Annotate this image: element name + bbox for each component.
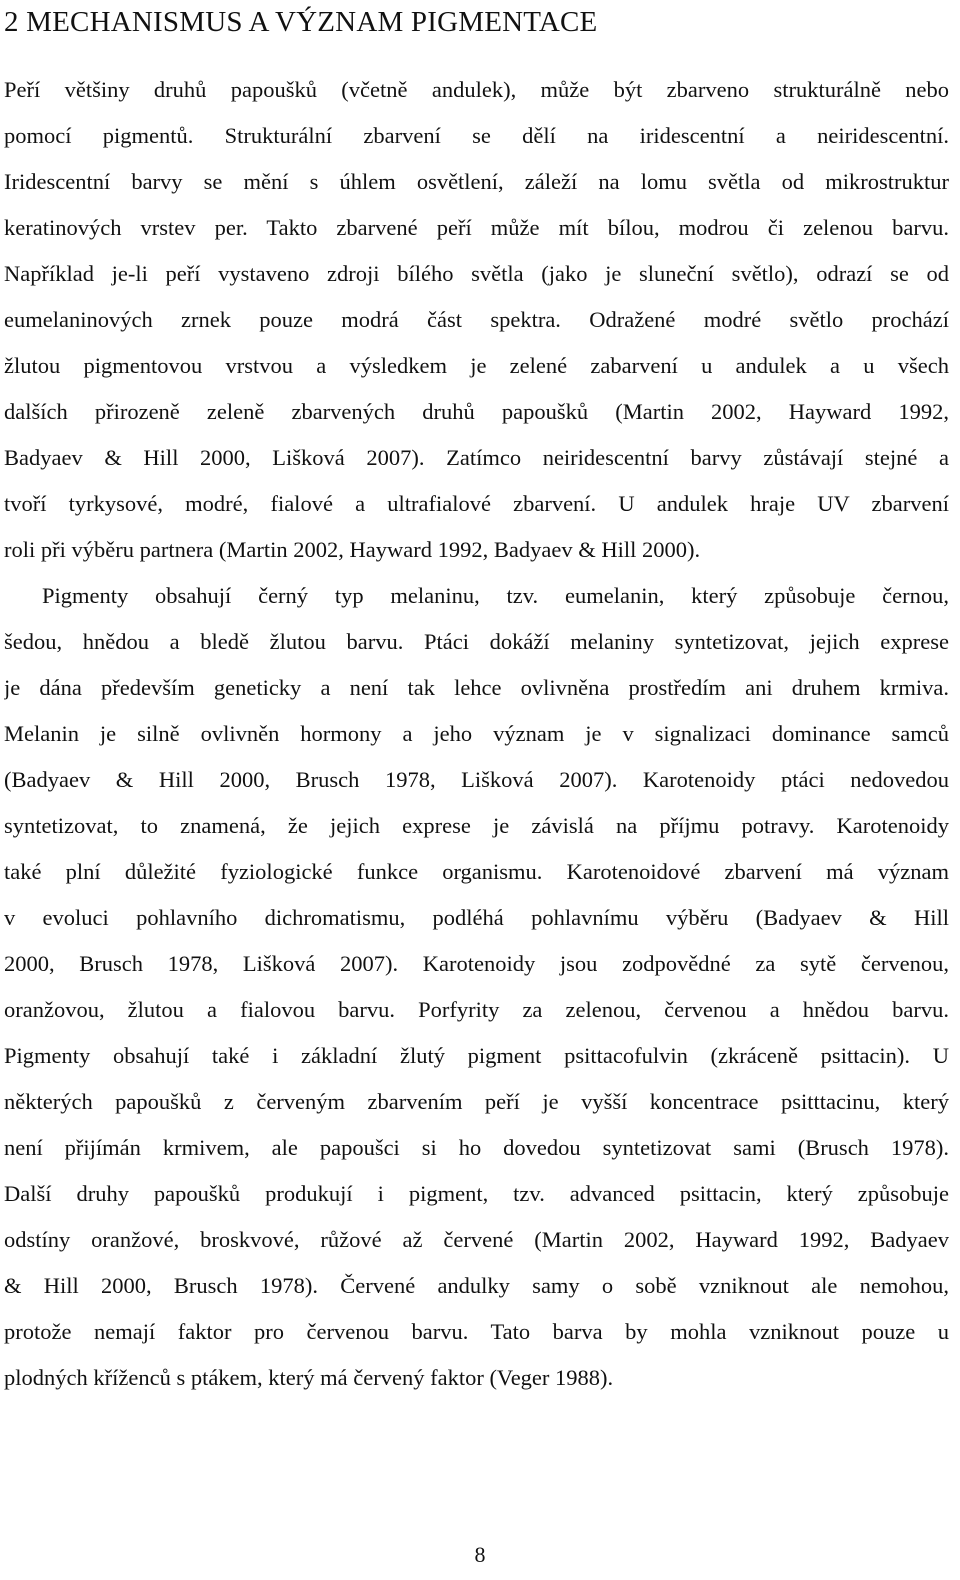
page-number: 8 [474,1542,486,1567]
paragraph-structural-coloration [4,67,949,573]
text-line: není přijímán krmivem, ale papoušci si ho dovedou syntetizovat sami (Brusch 1978). [4,1135,949,1160]
text-line: odstíny oranžové, broskvové, růžové až červené (Martin 2002, Hayward 1992, Badyaev [4,1227,949,1252]
text-line: dalších přirozeně zeleně zbarvených druhů papoušků (Martin 2002, Hayward 1992, [4,399,949,424]
text-line: syntetizovat, to znamená, že jejich exprese je závislá na příjmu potravy. Karotenoidy [4,813,949,838]
text-line: oranžovou, žlutou a fialovou barvu. Porfyrity za zelenou, červenou a hnědou barvu. [4,997,949,1022]
text-line: (Badyaev & Hill 2000, Brusch 1978, Lišková 2007). Karotenoidy ptáci nedovedou [4,767,949,792]
text-line: protože nemají faktor pro červenou barvu. Tato barva by mohla vzniknout pouze u [4,1319,949,1344]
text-line: Melanin je silně ovlivněn hormony a jeho význam je v signalizaci dominance samců [4,721,949,746]
text-line: v evoluci pohlavního dichromatismu, podléhá pohlavnímu výběru (Badyaev & Hill [4,905,949,930]
text-line: je dána především geneticky a není tak lehce ovlivněna prostředím ani druhem krmiva. [4,675,949,700]
text-line: pomocí pigmentů. Strukturální zbarvení se dělí na iridescentní a neiridescentní. [4,123,949,148]
text-line: Pigmenty obsahují černý typ melaninu, tzv. eumelanin, který způsobuje černou, [42,583,949,608]
text-line: keratinových vrstev per. Takto zbarvené peří může mít bílou, modrou či zelenou barvu. [4,215,949,240]
text-line: roli při výběru partnera (Martin 2002, Hayward 1992, Badyaev & Hill 2000). [4,537,701,562]
text-line: & Hill 2000, Brusch 1978). Červené andulky samy o sobě vzniknout ale nemohou, [4,1273,949,1298]
text-line: plodných kříženců s ptákem, který má červený faktor (Veger 1988). [4,1365,614,1390]
text-line: Peří většiny druhů papoušků (včetně andulek), může být zbarveno strukturálně nebo [4,77,949,102]
text-line: Badyaev & Hill 2000, Lišková 2007). Zatímco neiridescentní barvy zůstávají stejné a [4,445,949,470]
text-line: 2000, Brusch 1978, Lišková 2007). Karotenoidy jsou zodpovědné za sytě červenou, [4,951,949,976]
text-line: Například je-li peří vystaveno zdroji bílého světla (jako je sluneční světlo), odrazí se od [4,261,949,286]
text-line: tvoří tyrkysové, modré, fialové a ultrafialové zbarvení. U andulek hraje UV zbarvení [4,491,949,516]
text-line: některých papoušků z červeným zbarvením peří je vyšší koncentrace psitttacinu, který [4,1089,949,1114]
text-line: Pigmenty obsahují také i základní žlutý pigment psittacofulvin (zkráceně psittacin). U [4,1043,949,1068]
text-line: eumelaninových zrnek pouze modrá část spektra. Odražené modré světlo prochází [4,307,949,332]
text-line: žlutou pigmentovou vrstvou a výsledkem je zelené zabarvení u andulek a u všech [4,353,949,378]
text-line: šedou, hnědou a bledě žlutou barvu. Ptáci dokáží melaniny syntetizovat, jejich exprese [4,629,949,654]
document-body [4,67,949,1401]
chapter-heading: 2 MECHANISMUS A VÝZNAM PIGMENTACE [4,6,598,38]
text-line: také plní důležité fyziologické funkce organismu. Karotenoidové zbarvení má význam [4,859,949,884]
paragraph-pigments [4,573,949,1401]
text-line: Iridescentní barvy se mění s úhlem osvětlení, záleží na lomu světla od mikrostruktur [4,169,949,194]
text-line: Další druhy papoušků produkují i pigment, tzv. advanced psittacin, který způsobuje [4,1181,949,1206]
